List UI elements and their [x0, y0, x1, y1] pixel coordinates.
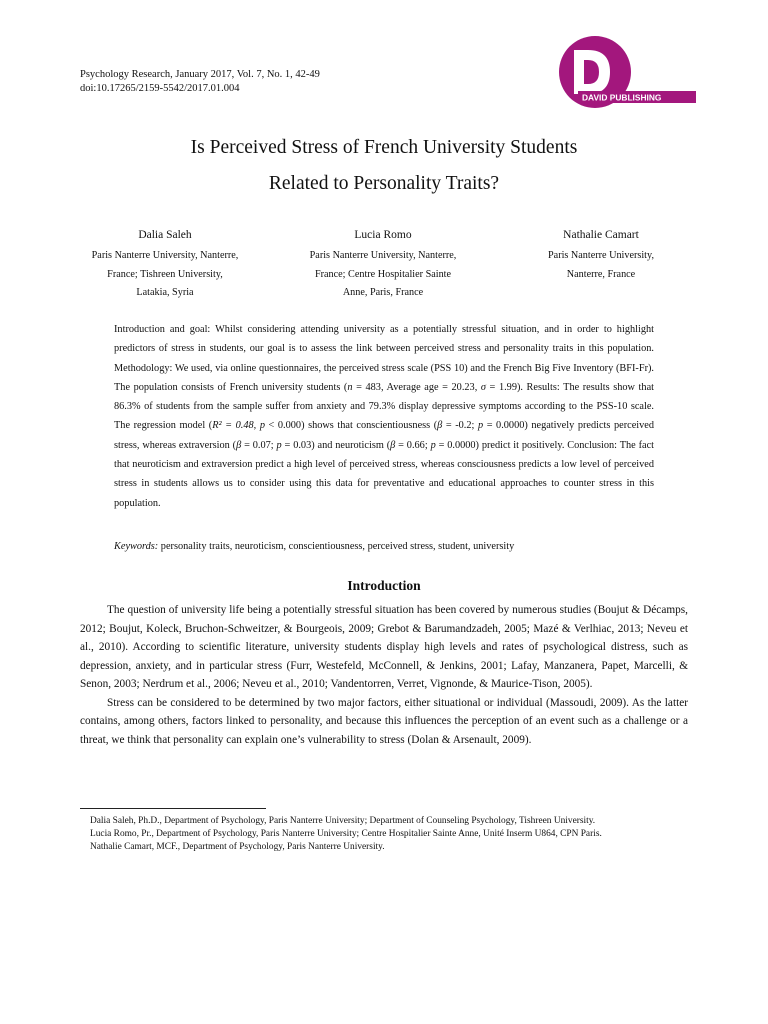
- body-text: [80, 601, 688, 749]
- david-publishing-logo: [556, 36, 696, 108]
- journal-issue: Psychology Research, January 2017, Vol. 7, No. 1, 42-49: [80, 69, 320, 80]
- keywords-label: Keywords:: [114, 541, 159, 552]
- author-name: Nathalie Camart: [563, 229, 639, 241]
- logo-text: DAVID PUBLISHING: [582, 92, 662, 103]
- keywords-list: personality traits, neuroticism, conscientiousness, perceived stress, student, university: [158, 541, 515, 552]
- footnote: Nathalie Camart, MCF., Department of Psychology, Paris Nanterre University.: [90, 842, 385, 852]
- footnotes: [80, 815, 688, 854]
- author-affiliation: Paris Nanterre University, Nanterre, France: [548, 250, 654, 280]
- author-affiliation: Paris Nanterre University, Nanterre, France; Tishreen University, Latakia, Syria: [91, 250, 239, 298]
- paragraph: Stress can be considered to be determined by two major factors, either situational or individual (Massoudi, 2009). As the latter contains, among others, factors linked to personality, and because this influences the perception of an event such as a challenge or a threat, we think that personality can explain one’s vulnerability to stress (Dolan & Arsenault, 2009).: [80, 696, 688, 746]
- paragraph: The question of university life being a potentially stressful situation has been covered by numerous studies (Boujut & Décamps, 2012; Boujut, Koleck, Bruchon-Schweitzer, & Bourgeois, 2009; Grebot & Barumandzadeh, 2005; Mazé & Verlhiac, 2013; Neveu et al., 2010). According to scientific literature, university students display high levels and rates of psychological distress, such as depression, anxiety, and in particular stress (Furr, Westefeld, McConnell, & Jenkins, 2001; Lafay, Manzanera, Papet, Marcelli, & Senon, 2003; Nerdrum et al., 2006; Neveu et al., 2010; Vandentorren, Verret, Vignonde, & Maurice-Tison, 2005).: [80, 604, 688, 690]
- journal-citation: [80, 68, 320, 96]
- footnote: Lucia Romo, Pr., Department of Psychology, Paris Nanterre University; Centre Hospitalier Sainte Anne, Unité Inserm U864, CPN Paris.: [90, 829, 602, 839]
- paper-title: [0, 130, 768, 202]
- abstract: Introduction and goal: Whilst considering attending university as a potentially stressful situation, and in order to highlight predictors of stress in students, our goal is to assess the link between perceived stress and personality traits in this population. Methodology: We used, via online questionnaires, the perceived stress scale (PSS 10) and the French Big Five Inventory (BFI-Fr). The population consists of French university students (n = 483, Average age = 20.23, σ = 1.99). Results: The results show that 86.3% of students from the sample suffer from anxiety and 79.3% display depressive symptoms according to the PSS-10 scale. The regression model (R² = 0.48, p < 0.000) shows that conscientiousness (β = -0.2; p = 0.0000) negatively predicts perceived stress, whereas extraversion (β = 0.07; p = 0.03) and neuroticism (β = 0.66; p = 0.0000) predict it positively. Conclusion: The fact that neuroticism and extraversion predict a high level of perceived stress, whereas consciousness predicts a low level of perceived stress in students allows us to consider using this data for preventative and educational approaches to counter stress in this population.: [114, 324, 655, 509]
- keywords: [114, 541, 654, 552]
- footnote-divider: [80, 808, 266, 809]
- author-affiliation: Paris Nanterre University, Nanterre, France; Centre Hospitalier Sainte Anne, Paris, France: [309, 250, 457, 298]
- author-2: [288, 229, 478, 303]
- author-name: Dalia Saleh: [138, 229, 192, 241]
- journal-doi: doi:10.17265/2159-5542/2017.01.004: [80, 83, 240, 94]
- footnote: Dalia Saleh, Ph.D., Department of Psychology, Paris Nanterre University; Department of Counseling Psychology, Tishreen University.: [90, 816, 596, 826]
- author-3: [506, 229, 696, 284]
- author-1: [70, 229, 260, 303]
- title-line-2: Related to Personality Traits?: [268, 173, 500, 194]
- title-line-1: Is Perceived Stress of French University Students: [190, 137, 578, 158]
- author-name: Lucia Romo: [354, 229, 412, 241]
- section-heading: Introduction: [347, 578, 421, 593]
